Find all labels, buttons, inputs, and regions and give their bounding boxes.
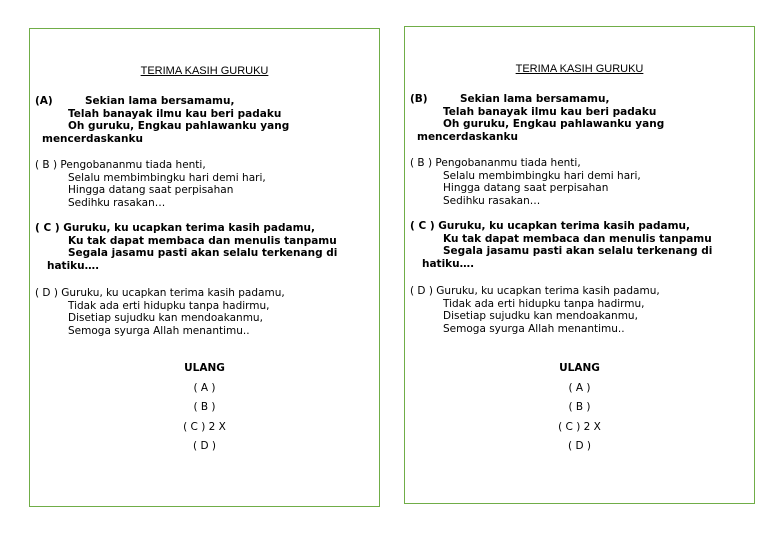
stanza-c-line3: Segala jasamu pasti akan selalu terkenang di bbox=[443, 245, 713, 257]
stanza-d-line2: Tidak ada erti hidupku tanpa hadirmu, bbox=[443, 297, 645, 310]
lyrics-page-left bbox=[29, 28, 380, 507]
stanza-b bbox=[410, 157, 748, 207]
stanza-d-line3: Disetiap sujudku kan mendoakanmu, bbox=[443, 310, 638, 322]
stanza-c bbox=[410, 220, 748, 270]
stanza-c-line4: hatiku…. bbox=[422, 257, 475, 270]
repeat-item: ( C ) 2 X bbox=[558, 420, 601, 433]
stanza-b-line4: Sedihku rasakan… bbox=[443, 194, 541, 207]
stanza-a-line1: (A) Sekian lama bersamamu, bbox=[35, 95, 235, 107]
stanza-c-line2: Ku tak dapat membaca dan menulis tanpamu bbox=[443, 232, 712, 245]
stanza-a-line4: mencerdaskanku bbox=[42, 132, 143, 145]
repeat-heading: ULANG bbox=[559, 362, 600, 374]
repeat-item: ( B ) bbox=[193, 401, 216, 413]
lyrics-page-right bbox=[404, 26, 755, 504]
stanza-d-line1: ( D ) Guruku, ku ucapkan terima kasih padamu, bbox=[410, 285, 660, 297]
repeat-section bbox=[405, 359, 754, 457]
stanza-a-line3: Oh guruku, Engkau pahlawanku yang bbox=[443, 118, 665, 130]
stanza-d-line1: ( D ) Guruku, ku ucapkan terima kasih padamu, bbox=[35, 287, 285, 299]
stanza-b-line2: Selalu membimbingku hari demi hari, bbox=[443, 169, 641, 182]
repeat-item: ( A ) bbox=[193, 381, 216, 394]
stanza-c-line4: hatiku…. bbox=[47, 259, 100, 272]
stanza-c bbox=[35, 222, 373, 272]
repeat-heading: ULANG bbox=[184, 362, 225, 374]
stanza-d bbox=[410, 285, 748, 335]
stanza-c-line1: ( C ) Guruku, ku ucapkan terima kasih padamu, bbox=[35, 222, 315, 234]
repeat-item: ( C ) 2 X bbox=[183, 420, 226, 433]
stanza-a-line1: (B) Sekian lama bersamamu, bbox=[410, 93, 610, 105]
stanza-d-line4: Semoga syurga Allah menantimu.. bbox=[443, 322, 625, 335]
stanza-b bbox=[35, 159, 373, 209]
stanza-b-line3: Hingga datang saat perpisahan bbox=[443, 182, 609, 194]
stanza-a-line4: mencerdaskanku bbox=[417, 130, 518, 143]
stanza-d-line2: Tidak ada erti hidupku tanpa hadirmu, bbox=[68, 299, 270, 312]
stanza-b-line1: ( B ) Pengobananmu tiada henti, bbox=[35, 159, 206, 171]
stanza-d-line3: Disetiap sujudku kan mendoakanmu, bbox=[68, 312, 263, 324]
stanza-a-line2: Telah banayak ilmu kau beri padaku bbox=[443, 105, 657, 118]
stanza-b-line1: ( B ) Pengobananmu tiada henti, bbox=[410, 157, 581, 169]
stanza-c-line3: Segala jasamu pasti akan selalu terkenang di bbox=[68, 247, 338, 259]
page-title: TERIMA KASIH GURUKU bbox=[140, 65, 269, 77]
repeat-item: ( D ) bbox=[193, 440, 216, 452]
stanza-b-line2: Selalu membimbingku hari demi hari, bbox=[68, 171, 266, 184]
repeat-item: ( D ) bbox=[568, 440, 591, 452]
stanza-d-line4: Semoga syurga Allah menantimu.. bbox=[68, 324, 250, 337]
stanza-c-line2: Ku tak dapat membaca dan menulis tanpamu bbox=[68, 234, 337, 247]
stanza-a bbox=[410, 93, 748, 143]
stanza-b-line4: Sedihku rasakan… bbox=[68, 196, 166, 209]
repeat-item: ( A ) bbox=[568, 381, 591, 394]
stanza-a-line2: Telah banayak ilmu kau beri padaku bbox=[68, 107, 282, 120]
stanza-b-line3: Hingga datang saat perpisahan bbox=[68, 184, 234, 196]
stanza-marker: (A) bbox=[35, 95, 53, 107]
stanza-marker: (B) bbox=[410, 93, 428, 105]
stanza-d bbox=[35, 287, 373, 337]
repeat-section bbox=[30, 359, 379, 457]
stanza-a bbox=[35, 95, 373, 145]
stanza-a-line3: Oh guruku, Engkau pahlawanku yang bbox=[68, 120, 290, 132]
page-title: TERIMA KASIH GURUKU bbox=[515, 63, 644, 75]
stanza-c-line1: ( C ) Guruku, ku ucapkan terima kasih padamu, bbox=[410, 220, 690, 232]
repeat-item: ( B ) bbox=[568, 401, 591, 413]
